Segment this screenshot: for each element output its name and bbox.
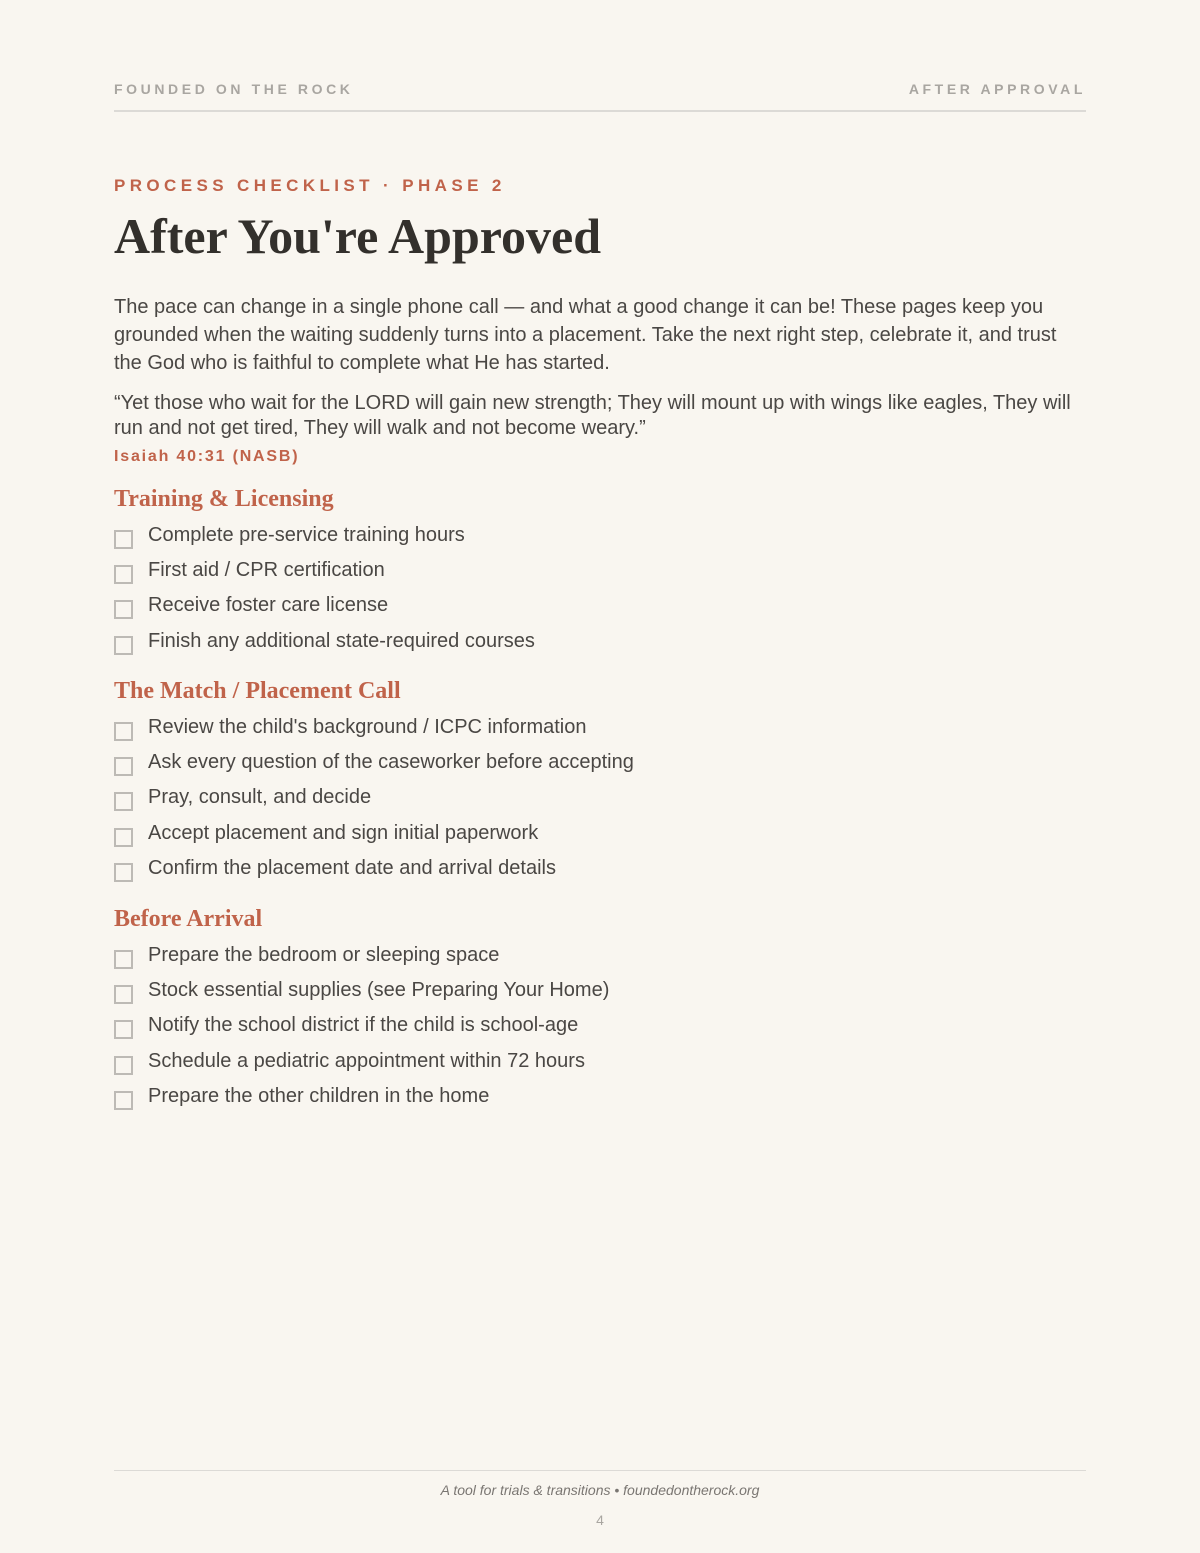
scripture-quote: “Yet those who wait for the LORD will gain new strength; They will mount up with wings like eagles, They will run and not get tired, They will walk and not become weary.” <box>114 392 1071 439</box>
scripture-reference: Isaiah 40:31 (NASB) <box>114 448 300 465</box>
checkbox[interactable] <box>114 722 133 741</box>
checkbox[interactable] <box>114 530 133 549</box>
checklist-item-label: Complete pre-service training hours <box>148 524 465 546</box>
page-title: After You're Approved <box>114 208 602 264</box>
checkbox[interactable] <box>114 565 133 584</box>
document-page <box>114 0 1086 1553</box>
section-heading-before-arrival: Before Arrival <box>114 906 263 932</box>
checklist-item-label: Stock essential supplies (see Preparing Your Home) <box>148 979 610 1002</box>
checkbox[interactable] <box>114 636 133 655</box>
section-heading-training-licensing: Training & Licensing <box>114 486 334 512</box>
checkbox[interactable] <box>114 1091 133 1110</box>
checkbox[interactable] <box>114 1020 133 1039</box>
checklist-item-label: Finish any additional state-required courses <box>148 629 535 652</box>
checklist-item-label: Prepare the other children in the home <box>148 1084 490 1107</box>
intro-paragraph: The pace can change in a single phone call — and what a good change it can be! These pages keep you grounded when the waiting suddenly turns into a placement. Take the next right step, celebrate it, and trust the God who is faithful to complete what He has started. <box>114 296 1057 374</box>
checkbox[interactable] <box>114 863 133 882</box>
checklist-item-label: First aid / CPR certification <box>148 559 385 582</box>
checklist-item-label: Notify the school district if the child is school-age <box>148 1014 579 1037</box>
header-brand: FOUNDED ON THE ROCK <box>114 81 354 97</box>
checklist-item-label: Schedule a pediatric appointment within 72 hours <box>148 1049 585 1072</box>
checklist-item-label: Accept placement and sign initial paperwork <box>148 821 539 844</box>
section-heading-placement-call: The Match / Placement Call <box>114 678 401 704</box>
running-header <box>114 80 1086 112</box>
checkbox[interactable] <box>114 757 133 776</box>
checkbox[interactable] <box>114 828 133 847</box>
checkbox[interactable] <box>114 985 133 1004</box>
checklist-item-label: Receive foster care license <box>148 594 389 617</box>
header-section-name: AFTER APPROVAL <box>908 81 1086 97</box>
checkbox[interactable] <box>114 792 133 811</box>
checklist-item-label: Pray, consult, and decide <box>148 786 372 809</box>
checklist-item-label: Confirm the placement date and arrival details <box>148 856 556 879</box>
section-eyebrow: PROCESS CHECKLIST · PHASE 2 <box>114 176 506 195</box>
footer-divider <box>114 1470 1086 1471</box>
checkbox[interactable] <box>114 1056 133 1075</box>
checklist-item-label: Review the child's background / ICPC information <box>148 716 587 738</box>
footer-tagline: A tool for trials & transitions • foundedontherock.org <box>440 1482 760 1498</box>
checkbox[interactable] <box>114 600 133 619</box>
checklist-item-label: Prepare the bedroom or sleeping space <box>148 944 500 966</box>
page-number: 4 <box>596 1512 604 1528</box>
checkbox[interactable] <box>114 950 133 969</box>
checklist-item-label: Ask every question of the caseworker before accepting <box>148 751 634 774</box>
